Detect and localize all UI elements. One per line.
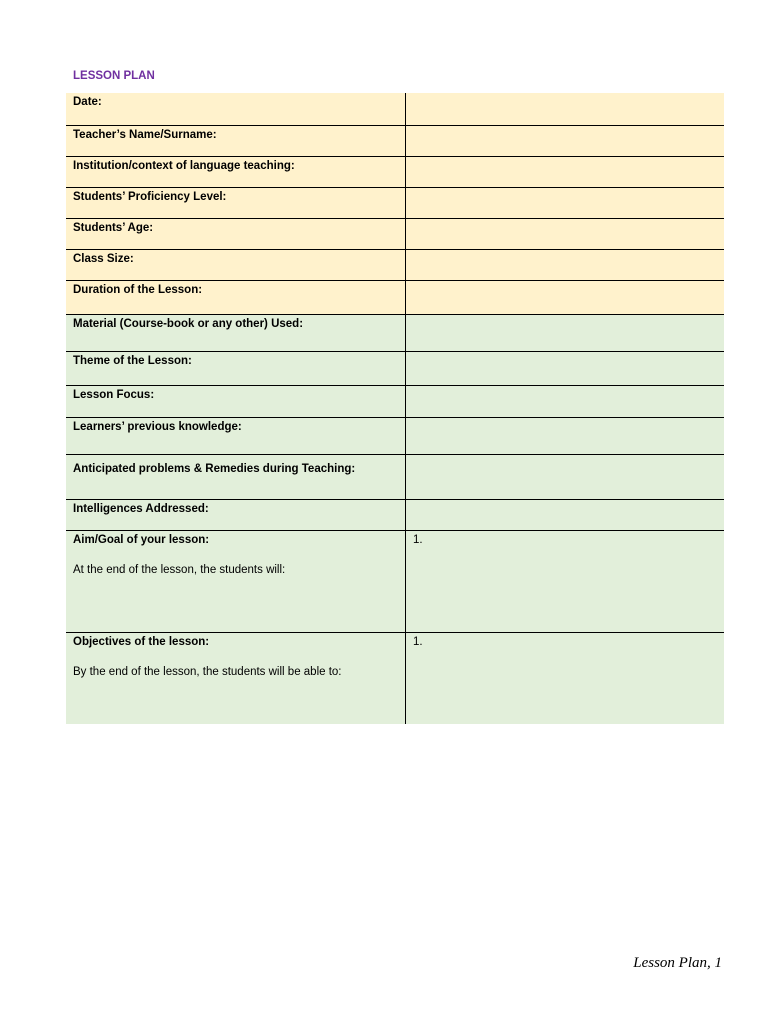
row-value-date[interactable] (406, 93, 725, 125)
row-value-intelligences[interactable] (406, 499, 725, 530)
objectives-subtext: By the end of the lesson, the students will be able to: (73, 665, 342, 678)
table-row (66, 417, 724, 454)
table-row (66, 280, 724, 314)
row-label-objectives (66, 632, 406, 724)
row-label-anticipated-problems: Anticipated problems & Remedies during Teaching: (66, 454, 406, 499)
table-row (66, 385, 724, 417)
table-row (66, 187, 724, 218)
row-value-anticipated-problems[interactable] (406, 454, 725, 499)
row-value-lesson-focus[interactable] (406, 385, 725, 417)
row-label-material: Material (Course-book or any other) Used: (66, 314, 406, 351)
aim-goal-subtext: At the end of the lesson, the students will: (73, 563, 286, 576)
row-label-students-age: Students’ Age: (66, 218, 406, 249)
table-row (66, 499, 724, 530)
row-value-students-age[interactable] (406, 218, 725, 249)
page-title: LESSON PLAN (73, 70, 155, 82)
table-row (66, 351, 724, 385)
lesson-plan-table (66, 93, 724, 724)
table-row (66, 530, 724, 632)
row-label-lesson-focus: Lesson Focus: (66, 385, 406, 417)
table-row (66, 632, 724, 724)
table-row (66, 454, 724, 499)
table-row (66, 93, 724, 125)
row-value-proficiency-level[interactable] (406, 187, 725, 218)
row-label-teacher-name: Teacher’s Name/Surname: (66, 125, 406, 156)
objectives-heading: Objectives of the lesson: (73, 635, 210, 648)
table-row (66, 125, 724, 156)
row-label-intelligences: Intelligences Addressed: (66, 499, 406, 530)
aim-goal-heading: Aim/Goal of your lesson: (73, 533, 210, 546)
row-label-class-size: Class Size: (66, 249, 406, 280)
row-label-institution: Institution/context of language teaching: (66, 156, 406, 187)
row-value-class-size[interactable] (406, 249, 725, 280)
row-value-objectives[interactable]: 1. (406, 632, 725, 724)
page-footer: Lesson Plan, 1 (633, 955, 722, 971)
row-value-duration[interactable] (406, 280, 725, 314)
row-value-aim-goal[interactable]: 1. (406, 530, 725, 632)
row-value-institution[interactable] (406, 156, 725, 187)
row-label-proficiency-level: Students’ Proficiency Level: (66, 187, 406, 218)
row-label-date: Date: (66, 93, 406, 125)
row-label-previous-knowledge: Learners’ previous knowledge: (66, 417, 406, 454)
row-label-aim-goal (66, 530, 406, 632)
table-row (66, 314, 724, 351)
row-label-theme: Theme of the Lesson: (66, 351, 406, 385)
table-row (66, 249, 724, 280)
row-value-material[interactable] (406, 314, 725, 351)
row-value-teacher-name[interactable] (406, 125, 725, 156)
row-label-duration: Duration of the Lesson: (66, 280, 406, 314)
table-row (66, 156, 724, 187)
row-value-theme[interactable] (406, 351, 725, 385)
table-row (66, 218, 724, 249)
row-value-previous-knowledge[interactable] (406, 417, 725, 454)
